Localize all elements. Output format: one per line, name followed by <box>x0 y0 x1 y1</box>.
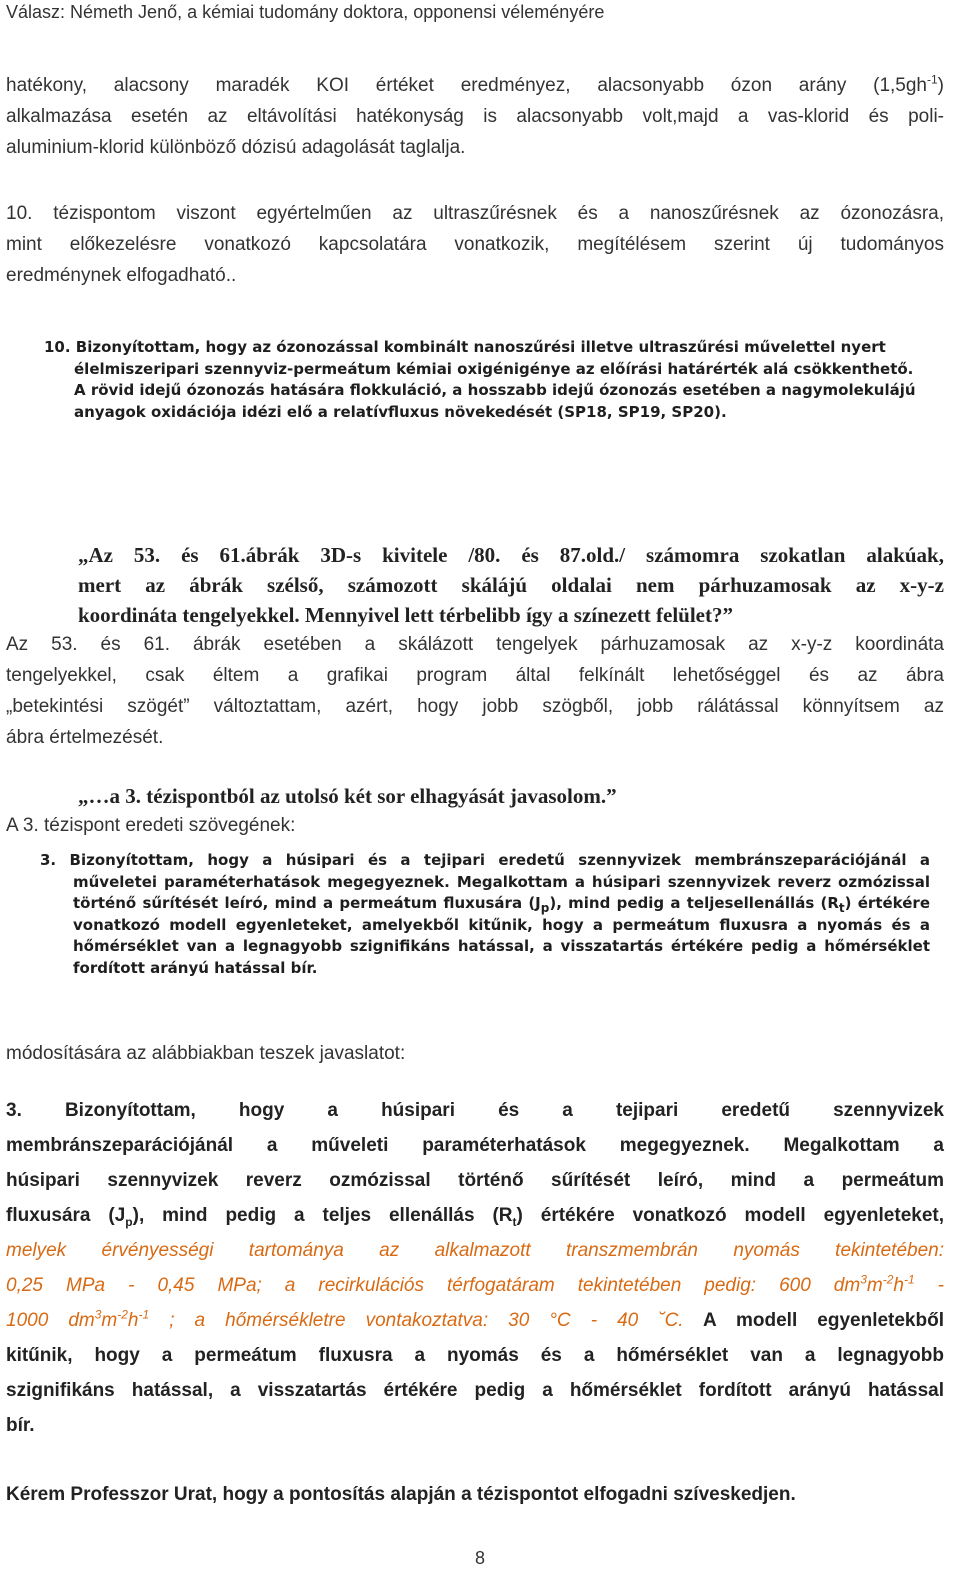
paragraph-line: aluminium-klorid különböző dózisú adagolását taglalja. <box>6 137 466 158</box>
scan-line <box>40 893 930 915</box>
text-span: - <box>914 1275 945 1296</box>
thesis-line: membránszeparációjánál a műveleti paraméterhatások megegyeznek. Megalkottam a <box>6 1135 944 1156</box>
text-span: történő sűrítését leíró, mind a permeátum fluxusára (J <box>73 894 541 912</box>
text-span: ) <box>937 75 944 96</box>
thesis-line: kitűnik, hogy a permeátum fluxusra a nyomás és a hőmérséklet van a legnagyobb <box>6 1345 944 1366</box>
paragraph-thesis-10 <box>6 198 944 291</box>
reviewer-quote-thesis-3: „…a 3. tézispontból az utolsó két sor elhagyását javasolom.” <box>78 784 617 808</box>
paragraph-line: eredménynek elfogadható.. <box>6 265 237 286</box>
text-span: h <box>127 1310 139 1331</box>
scan-line: vonatkozó modell egyenleteket, amelyekből kitűnik, hogy a permeátum fluxusra a nyomás és a <box>73 915 930 934</box>
text-span: ) értékére <box>844 894 930 912</box>
paragraph-line: Az 53. és 61. ábrák esetében a skálázott tengelyek párhuzamosak az x-y-z koordináta <box>6 634 944 655</box>
subscript: p <box>125 1214 133 1229</box>
scan-line: A rövid idejű ózonozás hatására flokkuláció, a hosszabb idejű ózonozás esetében a nagymolekulájú <box>74 381 916 399</box>
text-span: ) értékére vonatkozó modell egyenleteket, <box>516 1205 945 1226</box>
text-span: m <box>101 1310 118 1331</box>
subscript: p <box>540 901 550 915</box>
superscript: -1 <box>903 1272 915 1287</box>
scan-line: hőmérséklet van a legnagyobb szignifikáns hatással, a visszatartás értékére pedig a hőmérséklet <box>73 937 930 955</box>
thesis-line: 3. Bizonyítottam, hogy a húsipari és a tejipari eredetű szennyvizek <box>6 1100 944 1121</box>
text-span: A modell egyenletekből <box>683 1310 944 1331</box>
thesis-line: húsipari szennyvizek reverz ozmózissal történő sűrítését leíró, mind a permeátum <box>6 1170 944 1191</box>
reviewer-quote-figures <box>78 540 944 630</box>
scan-line: 3. Bizonyítottam, hogy a húsipari és a tejipari eredetű szennyvizek membránszeparációjánál a <box>40 851 930 869</box>
superscript: -1 <box>927 72 938 87</box>
paragraph-line: mint előkezelésre vonatkozó kapcsolatára vonatkozik, megítélésem szerint új tudományos <box>6 234 944 255</box>
quote-line: koordináta tengelyekkel. Mennyivel lett térbelibb így a színezett felület?” <box>78 603 733 627</box>
scan-line: élelmiszeripari szennyviz-permeátum kémiai oxigénigénye az előírási határérték alá csökkenthető. <box>74 359 914 378</box>
page-number: 8 <box>474 1548 485 1568</box>
thesis-line-mixed <box>6 1303 944 1338</box>
scanned-thesis-10-excerpt <box>44 337 934 423</box>
paragraph-ozone <box>6 70 944 163</box>
paragraph-original-text-label: A 3. tézispont eredeti szövegének: <box>6 815 296 836</box>
quote-line: „Az 53. és 61.ábrák 3D-s kivitele /80. és 87.old./ számomra szokatlan alakúak, <box>78 543 944 567</box>
text-span: m <box>866 1275 883 1296</box>
scan-line: fordított arányú hatással bír. <box>73 958 318 977</box>
paragraph-line: 10. tézispontom viszont egyértelműen az ultraszűrésnek és a nanoszűrésnek az ózonozásra, <box>6 203 944 224</box>
paragraph-line <box>6 70 944 101</box>
thesis-line <box>6 1198 944 1233</box>
proposed-thesis-3 <box>6 1093 944 1443</box>
subscript: t <box>838 901 845 915</box>
superscript: -2 <box>882 1272 894 1287</box>
text-span: 0,25 MPa - 0,45 MPa; a recirkulációs térfogatáram tekintetében pedig: 600 dm <box>6 1275 861 1296</box>
text-span: fluxusára (J <box>6 1205 126 1226</box>
page-header: Válasz: Németh Jenő, a kémiai tudomány doktora, opponensi véleményére <box>6 2 605 22</box>
quote-line: mert az ábrák szélső, számozott skálájú oldalai nem párhuzamosak az x-y-z <box>78 573 944 597</box>
text-span: 1000 dm <box>6 1310 95 1331</box>
closing-request: Kérem Professzor Urat, hogy a pontosítás alapján a tézispontot elfogadni szíveskedjen. <box>6 1484 796 1505</box>
text-span: ), mind pedig a teljes ellenállás (R <box>132 1205 513 1226</box>
paragraph-figures-answer <box>6 629 944 753</box>
text-span: ), mind pedig a teljesellenállás (R <box>549 894 839 912</box>
paragraph-line: alkalmazása esetén az eltávolítási hatékonyság is alacsonyabb volt,majd a vas-klorid és poli- <box>6 106 944 127</box>
paragraph-proposal-label: módosítására az alábbiakban teszek javaslatot: <box>6 1043 406 1064</box>
thesis-line: bír. <box>6 1415 35 1436</box>
thesis-line-highlighted <box>6 1268 944 1303</box>
text-span: ; a hőmérsékletre vontakoztatva: 30 °C - 40 ˘C. <box>149 1310 684 1331</box>
paragraph-line: tengelyekkel, csak éltem a grafikai program által felkínált lehetőséggel és az ábra <box>6 665 944 686</box>
paragraph-line: ábra értelmezését. <box>6 727 164 748</box>
scan-line: műveletei paraméterhatások megegyeznek. Megalkottam a húsipari szennyvizek reverz ozmózissal <box>73 872 930 891</box>
scan-line: 10. Bizonyítottam, hogy az ózonozással kombinált nanoszűrési illetve ultraszűrési művelettel nyert <box>44 338 886 356</box>
thesis-line: szignifikáns hatással, a visszatartás értékére pedig a hőmérséklet fordított arányú hatással <box>6 1380 944 1401</box>
subscript: t <box>512 1214 517 1229</box>
text-span: hatékony, alacsony maradék KOI értéket eredményez, alacsonyabb ózon arány (1,5gh <box>6 75 927 96</box>
thesis-line-highlighted: melyek érvényességi tartománya az alkalmazott transzmembrán nyomás tekintetében: <box>6 1240 944 1261</box>
scan-line: anyagok oxidációja idézi elő a relatívfluxus növekedését (SP18, SP19, SP20). <box>74 402 727 421</box>
superscript: -2 <box>117 1307 128 1322</box>
superscript: 3 <box>94 1307 102 1322</box>
scanned-thesis-3-excerpt <box>40 850 930 979</box>
paragraph-line: „betekintési szögét” változtattam, azért, hogy jobb szögből, jobb rálátással könnyítsem az <box>6 696 944 717</box>
text-span: h <box>893 1275 904 1296</box>
superscript: -1 <box>138 1307 150 1322</box>
superscript: 3 <box>860 1272 867 1287</box>
